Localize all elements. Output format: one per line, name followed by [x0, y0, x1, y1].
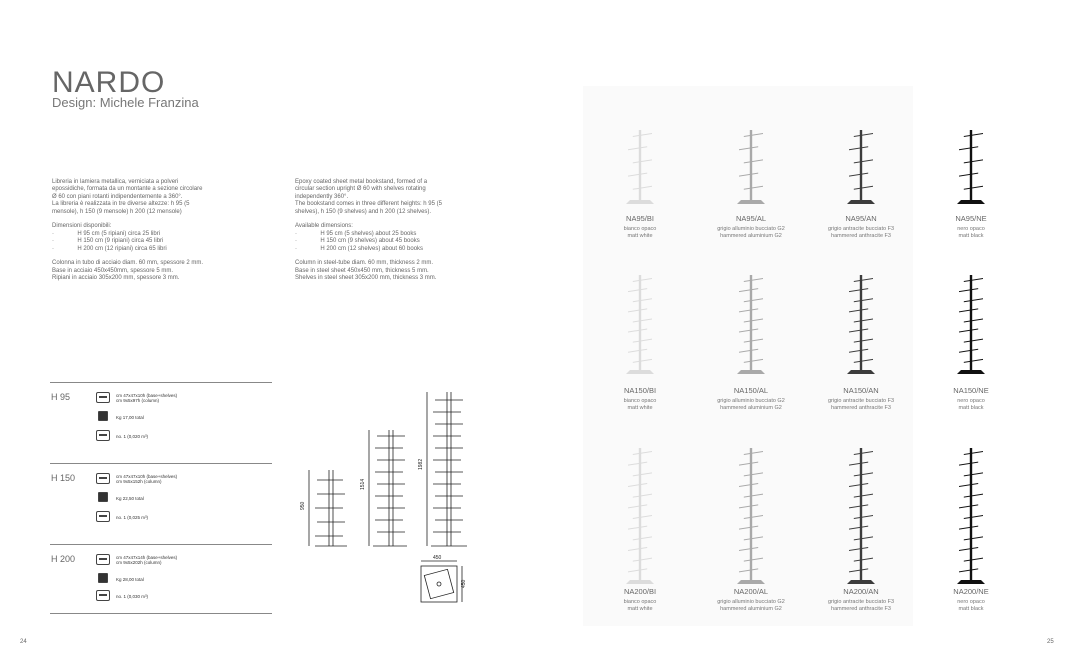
- shelf: [739, 568, 758, 572]
- english-description: Epoxy coated sheet metal bookstand, formed of a circular section upright Ø 60 with shelves rotating independently 360°. The bookstand comes in three different heights: h 95 (5 shelves), h 150 (9 shelves) and h 200 (12 shelves). Available dimensions: · H 95 cm (5 shelves) about 25 books · H 150 cm (9 shelves) about 45 books · H 200 cm (12 shelves) about 60 books Column in steel-tube diam. 60 mm, thickness 2 mm. Base in steel sheet 450x450 mm, thickness 5 mm. Shelves in steel sheet 305x200 mm, thickness 3 mm.: [295, 179, 442, 282]
- shelf: [744, 339, 763, 343]
- shelf: [744, 359, 763, 363]
- shelf: [633, 159, 652, 163]
- shelf: [628, 462, 647, 466]
- spec-volume: no. 1 (0,025 m³): [116, 515, 149, 520]
- shelf: [633, 186, 652, 190]
- product-finish: nero opaco matt black: [957, 226, 985, 239]
- technical-drawing: [295, 370, 475, 615]
- spec-row-h95: [50, 382, 272, 463]
- product-finish: grigio alluminio bucciato G2 hammered aluminium G2: [717, 599, 785, 612]
- shelf: [964, 339, 983, 343]
- spec-row-h150: [50, 463, 272, 544]
- spec-dimensions: cm 47x47x14h (base+shelves) cm 9x5x202h (column): [116, 555, 178, 565]
- bookcase-image: [610, 448, 670, 586]
- base-width-dimension: 450: [433, 555, 442, 561]
- shelf: [959, 349, 978, 353]
- shelf: [744, 451, 763, 455]
- shelf: [628, 504, 647, 508]
- bookcase-image: [610, 275, 670, 376]
- shelf: [854, 558, 873, 562]
- shelf: [633, 494, 652, 498]
- product-finish: nero opaco matt black: [957, 599, 985, 612]
- shelf: [744, 494, 763, 498]
- product-code: NA150/AL: [733, 386, 769, 395]
- shelf: [633, 536, 652, 540]
- shelf: [739, 462, 758, 466]
- h95-dimension: 950: [300, 501, 306, 510]
- shelf: [628, 329, 647, 333]
- product-finish: grigio antracite bucciato F3 hammered anthracite F3: [827, 599, 895, 612]
- product-finish: bianco opaco matt white: [623, 226, 657, 239]
- shelf: [849, 329, 868, 333]
- shelf: [964, 558, 983, 562]
- shelf: [854, 451, 873, 455]
- shelf: [849, 547, 868, 551]
- shelf: [849, 308, 868, 312]
- shelf: [964, 278, 983, 282]
- product-code: NA200/BI: [623, 587, 657, 596]
- shelf: [628, 146, 647, 150]
- shelf: [744, 536, 763, 540]
- shelf: [964, 359, 983, 363]
- shelf: [959, 547, 978, 551]
- page-title: NARDO: [52, 66, 166, 100]
- shelf: [959, 504, 978, 508]
- bookcase-image: [831, 448, 891, 586]
- spec-weight: Kg 22,50 total: [116, 496, 144, 501]
- product-finish: bianco opaco matt white: [623, 599, 657, 612]
- shelf: [628, 173, 647, 177]
- shelf: [739, 526, 758, 530]
- designer-subtitle: Design: Michele Franzina: [52, 95, 199, 110]
- shelf: [964, 451, 983, 455]
- shelf: [633, 359, 652, 363]
- shelf: [959, 568, 978, 572]
- product-code: NA200/AN: [843, 587, 879, 596]
- shelf: [744, 318, 763, 322]
- weight-icon: [98, 411, 108, 421]
- shelf: [854, 298, 873, 302]
- package-icon: [96, 392, 110, 403]
- product-finish: bianco opaco matt white: [623, 398, 657, 411]
- shelf: [739, 308, 758, 312]
- shelf: [744, 298, 763, 302]
- shelf: [744, 186, 763, 190]
- shelf: [849, 483, 868, 487]
- shelf: [849, 462, 868, 466]
- shelf: [633, 318, 652, 322]
- shelf: [854, 159, 873, 163]
- shelf: [628, 349, 647, 353]
- shelf: [628, 308, 647, 312]
- spec-dimensions: cm 47x47x10h (base+shelves) cm 9x5x97h (column): [116, 393, 178, 403]
- bookcase-image: [610, 130, 670, 206]
- shelf: [854, 133, 873, 137]
- shelf: [964, 318, 983, 322]
- shelf: [849, 349, 868, 353]
- shelf: [744, 515, 763, 519]
- product-code: NA150/NE: [953, 386, 989, 395]
- page-number-left: 24: [20, 639, 27, 645]
- shelf: [739, 146, 758, 150]
- shelf: [959, 308, 978, 312]
- shelf: [854, 318, 873, 322]
- volume-icon: [96, 511, 110, 522]
- shelf: [744, 558, 763, 562]
- shelf: [854, 494, 873, 498]
- shelf: [964, 515, 983, 519]
- product-code: NA150/AN: [843, 386, 879, 395]
- shelf: [628, 568, 647, 572]
- shelf: [633, 278, 652, 282]
- italian-description: Libreria in lamiera metallica, verniciata a polveri epossidiche, formata da un montante a sezione circolare Ø 60 con piani rotanti indipendentemente a 360°. La libreria è realizzata in tre diverse altezze: h 95 (5 mensole), h 150 (9 mensole) h 200 (12 mensole) Dimensioni disponibili: · H 95 cm (5 ripiani) circa 25 libri · H 150 cm (9 ripiani) circa 45 libri · H 200 cm (12 ripiani) circa 65 libri Colonna in tubo di acciaio diam. 60 mm, spessore 2 mm. Base in acciaio 450x450mm, spessore 5 mm. Ripiani in acciaio 305x200 mm, spessore 3 mm.: [52, 179, 204, 282]
- base-depth-dimension: 450: [461, 579, 467, 588]
- shelf: [633, 133, 652, 137]
- shelf: [633, 515, 652, 519]
- shelf: [849, 146, 868, 150]
- product-code: NA95/AL: [735, 214, 767, 223]
- shelf: [854, 278, 873, 282]
- product-code: NA150/BI: [623, 386, 657, 395]
- spec-volume: no. 1 (0,020 m³): [116, 434, 149, 439]
- spec-height-label: H 150: [51, 473, 76, 483]
- shelf: [633, 472, 652, 476]
- bookcase-image: [941, 275, 1001, 376]
- bookcase-image: [831, 275, 891, 376]
- shelf: [628, 483, 647, 487]
- shelf: [854, 339, 873, 343]
- shelf: [739, 547, 758, 551]
- shelf: [959, 329, 978, 333]
- spec-height-label: H 95: [51, 392, 71, 402]
- shelf: [964, 472, 983, 476]
- shelf: [849, 288, 868, 292]
- package-icon: [96, 554, 110, 565]
- product-finish: nero opaco matt black: [957, 398, 985, 411]
- spec-dimensions: cm 47x47x10h (base+shelves) cm 9x5x152h (column): [116, 474, 178, 484]
- shelf: [854, 515, 873, 519]
- shelf: [739, 329, 758, 333]
- weight-icon: [98, 573, 108, 583]
- bookcase-image: [721, 275, 781, 376]
- shelf: [744, 472, 763, 476]
- shelf: [739, 483, 758, 487]
- shelf: [959, 483, 978, 487]
- package-icon: [96, 473, 110, 484]
- shelf: [739, 173, 758, 177]
- shelf: [854, 536, 873, 540]
- product-code: NA95/AN: [845, 214, 877, 223]
- bookcase-image: [721, 130, 781, 206]
- shelf: [739, 288, 758, 292]
- shelf: [964, 133, 983, 137]
- shelf: [628, 288, 647, 292]
- shelf: [959, 288, 978, 292]
- shelf: [633, 451, 652, 455]
- product-finish: grigio alluminio bucciato G2 hammered aluminium G2: [717, 398, 785, 411]
- shelf: [959, 526, 978, 530]
- spec-height-label: H 200: [51, 554, 76, 564]
- shelf: [854, 186, 873, 190]
- bookcase-image: [941, 448, 1001, 586]
- spec-weight: Kg 28,00 total: [116, 577, 144, 582]
- shelf: [849, 173, 868, 177]
- weight-icon: [98, 492, 108, 502]
- shelf: [854, 359, 873, 363]
- product-code: NA95/BI: [626, 214, 654, 223]
- page-number-right: 25: [1047, 639, 1054, 645]
- shelf: [633, 558, 652, 562]
- h150-dimension: 1514: [360, 478, 366, 490]
- shelf: [739, 349, 758, 353]
- shelf: [628, 526, 647, 530]
- shelf: [854, 472, 873, 476]
- shelf: [744, 278, 763, 282]
- shelf: [739, 504, 758, 508]
- spec-weight: Kg 17,00 total: [116, 415, 144, 420]
- shelf: [964, 536, 983, 540]
- product-code: NA200/NE: [953, 587, 989, 596]
- shelf: [744, 159, 763, 163]
- product-code: NA200/AL: [733, 587, 769, 596]
- shelf: [964, 494, 983, 498]
- h200-dimension: 1982: [418, 458, 424, 470]
- shelf: [964, 159, 983, 163]
- spec-volume: no. 1 (0,030 m³): [116, 594, 149, 599]
- spec-row-h200: [50, 544, 272, 614]
- shelf: [964, 186, 983, 190]
- bookcase-image: [831, 130, 891, 206]
- product-finish: grigio alluminio bucciato G2 hammered aluminium G2: [717, 226, 785, 239]
- product-finish: grigio antracite bucciato F3 hammered anthracite F3: [827, 226, 895, 239]
- shelf: [959, 462, 978, 466]
- shelf: [964, 298, 983, 302]
- shelf: [959, 146, 978, 150]
- product-finish: grigio antracite bucciato F3 hammered anthracite F3: [827, 398, 895, 411]
- shelf: [849, 504, 868, 508]
- bookcase-image: [941, 130, 1001, 206]
- bookcase-image: [721, 448, 781, 586]
- shelf: [959, 173, 978, 177]
- volume-icon: [96, 590, 110, 601]
- product-code: NA95/NE: [955, 214, 987, 223]
- shelf: [849, 526, 868, 530]
- shelf: [849, 568, 868, 572]
- shelf: [633, 339, 652, 343]
- shelf: [633, 298, 652, 302]
- shelf: [628, 547, 647, 551]
- volume-icon: [96, 430, 110, 441]
- shelf: [744, 133, 763, 137]
